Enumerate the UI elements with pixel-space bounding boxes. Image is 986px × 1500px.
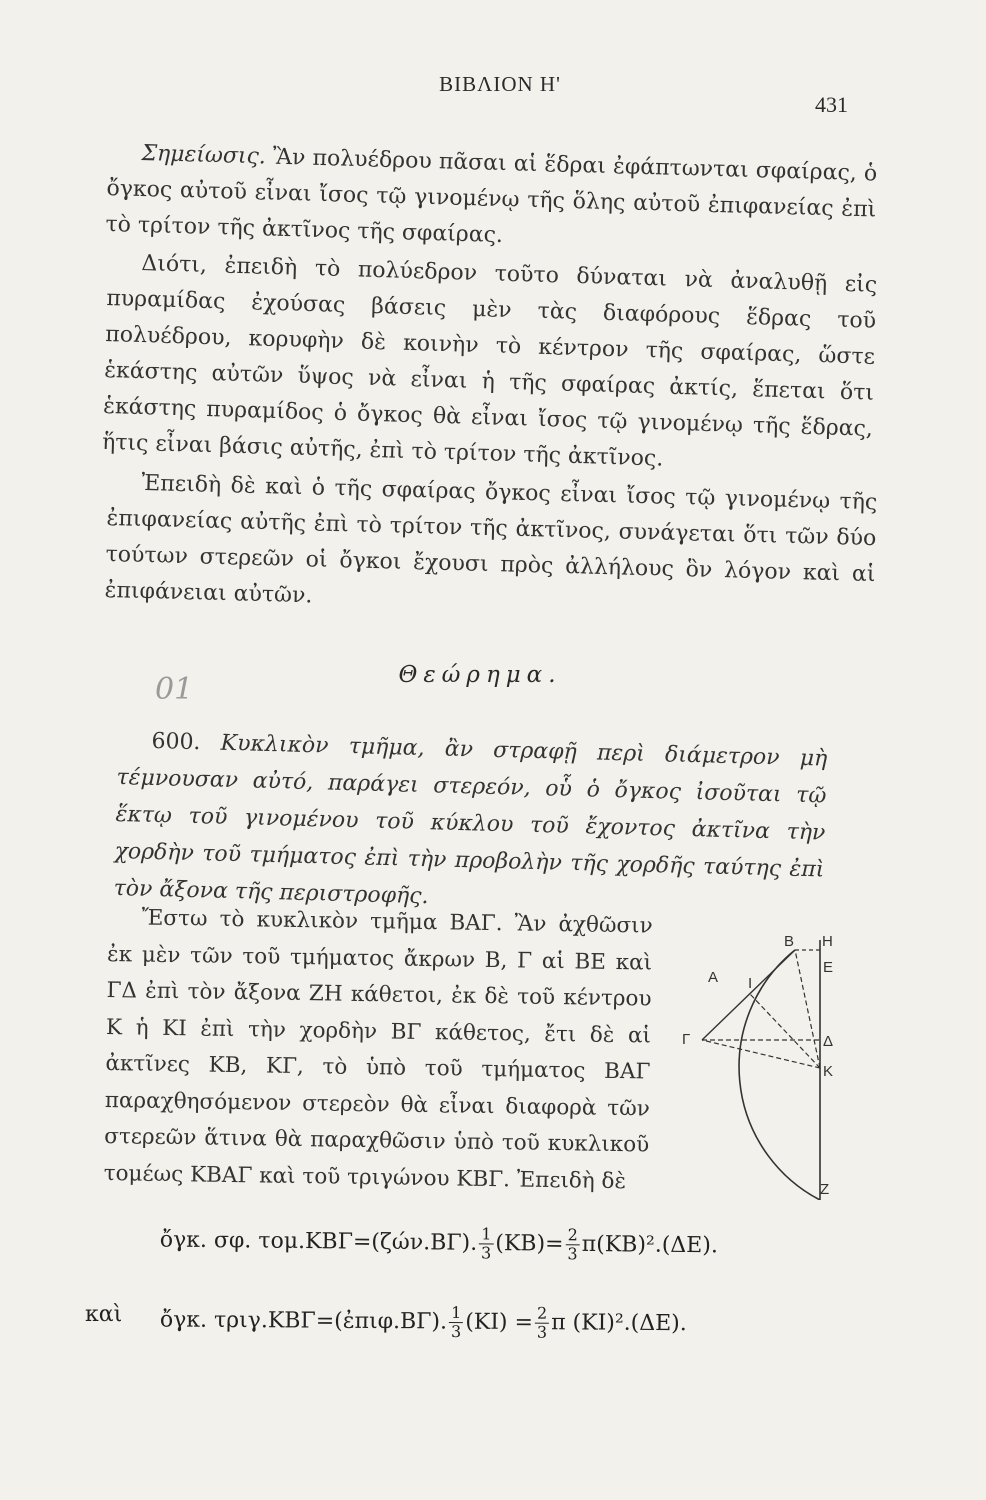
section-heading: Θεώρημα. (398, 662, 562, 688)
paragraph-text: Ἐπειδὴ δὲ καὶ ὁ τῆς σφαίρας ὄγκος εἶναι ἴσος τῷ γινομένῳ τῆς ἐπιφανείας αὐτῆς ἐπὶ τὸ τρίτον τῆς ἀκτῖνος, συνάγεται ὅτι τῶν δύο τούτων στερεῶν οἱ ὄγκοι ἔχουσι πρὸς ἀλλήλους ὃν λόγον καὶ αἱ ἐπιφάνειαι αὐτῶν. (104, 470, 878, 609)
proof-text (103, 900, 653, 1201)
running-header: ΒΙΒΛΙΟΝ Η' (439, 72, 561, 96)
proof-body: Ἔστω τὸ κυκλικὸν τμῆμα ΒΑΓ. Ἂν ἀχθῶσιν ἐκ μὲν τῶν τοῦ τμήματος ἄκρων Β, Γ αἱ ΒΕ καὶ ΓΔ ἐπὶ τὸν ἄξονα ΖΗ κάθετοι, ἐκ δὲ τοῦ κέντρου Κ ἡ ΚΙ ἐπὶ τὴν χορδὴν ΒΓ κάθετος, ἔτι δὲ αἱ ἀκτῖνες ΚΒ, ΚΓ, τὸ ὑπὸ τοῦ τμήματος ΒΑΓ παραχθησόμενον στερεὸν θὰ εἶναι διαφορὰ τῶν στερεῶν ἅτινα θὰ παραχθῶσιν ὑπὸ τοῦ κυκλικοῦ τομέως ΚΒΑΓ καὶ τοῦ τριγώνου ΚΒΓ. Ἐπειδὴ δὲ (103, 905, 653, 1194)
fraction-two-thirds: $\frac{2}{3}$ (536, 1303, 548, 1342)
label-d: Δ (823, 1033, 834, 1050)
fraction-one-third: $\frac{1}{3}$ (480, 1224, 492, 1263)
paragraph-proof-polyhedron (102, 245, 878, 484)
formula-sector-volume: ὄγκ. σφ. τομ.ΚΒΓ=(ζών.ΒΓ). $\frac{1}{3}$ (ΚΒ)= $\frac{2}{3}$ π(ΚΒ)².(ΔΕ). (159, 1224, 719, 1264)
radius-kg (702, 1040, 820, 1068)
note-text: Ἂν πολυέδρου πᾶσαι αἱ ἕδραι ἐφάπτωνται σφαίρας, ὁ ὄγκος αὐτοῦ εἶναι ἴσος τῷ γινομένῳ τῆς ὅλης αὐτοῦ ἐπιφανείας ἐπὶ τὸ τρίτον τῆς ἀκτῖνος τῆς σφαίρας. (105, 144, 878, 249)
label-h: H (822, 933, 833, 950)
pencil-margin-mark: 01 (155, 672, 194, 707)
theorem-text: Κυκλικὸν τμῆμα, ἂν στραφῇ περὶ διάμετρον μὴ τέμνουσαν αὐτό, παράγει στερεόν, οὗ ὁ ὄγκος ἰσοῦται τῷ ἕκτῳ τοῦ γινομένου τοῦ κύκλου τοῦ ἔχοντος ἀκτῖνα τὴν χορδὴν τοῦ τμήματος ἐπὶ τὴν προβολὴν τῆς χορδῆς ταύτης ἐπὶ τὸν ἄξονα τῆς περιστροφῆς. (113, 730, 828, 910)
paragraph-sphere-volume (104, 465, 878, 629)
page-number: 431 (815, 92, 848, 117)
fraction-two-thirds: $\frac{2}{3}$ (567, 1225, 578, 1264)
label-e: E (823, 959, 834, 976)
radius-kb (795, 950, 820, 1068)
label-z: Z (820, 1181, 830, 1198)
theorem-number: 600. (151, 728, 201, 756)
paragraph-text: Διότι, ἐπειδὴ τὸ πολύεδρον τοῦτο δύναται νὰ ἀναλυθῇ εἰς πυραμίδας ἐχούσας βάσεις μὲν τὰς διαφόρους ἕδρας τοῦ πολυέδρου, κορυφὴν δὲ κοινὴν τὸ κέντρον τῆς σφαίρας, ὥστε ἑκάστης αὐτῶν ὕψος νὰ εἶναι ἡ τῆς σφαίρας ἀκτίς, ἕπεται ὅτι ἑκάστης πυραμίδος ὁ ὄγκος θὰ εἶναι ἴσος τῷ γινομένῳ τῆς ἕδρας, ἥτις εἶναι βάσις αὐτῆς, ἐπὶ τὸ τρίτον τῆς ἀκτῖνος. (101, 251, 878, 472)
fraction-one-third: $\frac{1}{3}$ (450, 1303, 462, 1342)
formula-connector: καὶ (85, 1302, 123, 1327)
perpendicular-ki (750, 994, 820, 1068)
label-b: B (784, 933, 795, 950)
note-paragraph (105, 135, 878, 264)
note-label: Σημείωσις. (141, 140, 267, 170)
label-g: Γ (682, 1031, 691, 1048)
label-k: K (823, 1063, 834, 1080)
geometry-figure (680, 930, 850, 1200)
theorem-statement (113, 722, 828, 926)
formula-triangle-volume: ὄγκ. τριγ.ΚΒΓ=(ἐπιφ.ΒΓ). $\frac{1}{3}$ (ΚΙ) = $\frac{2}{3}$ π (ΚΙ)².(ΔΕ). (159, 1303, 687, 1342)
label-a: A (708, 969, 719, 986)
label-i: I (748, 975, 753, 992)
